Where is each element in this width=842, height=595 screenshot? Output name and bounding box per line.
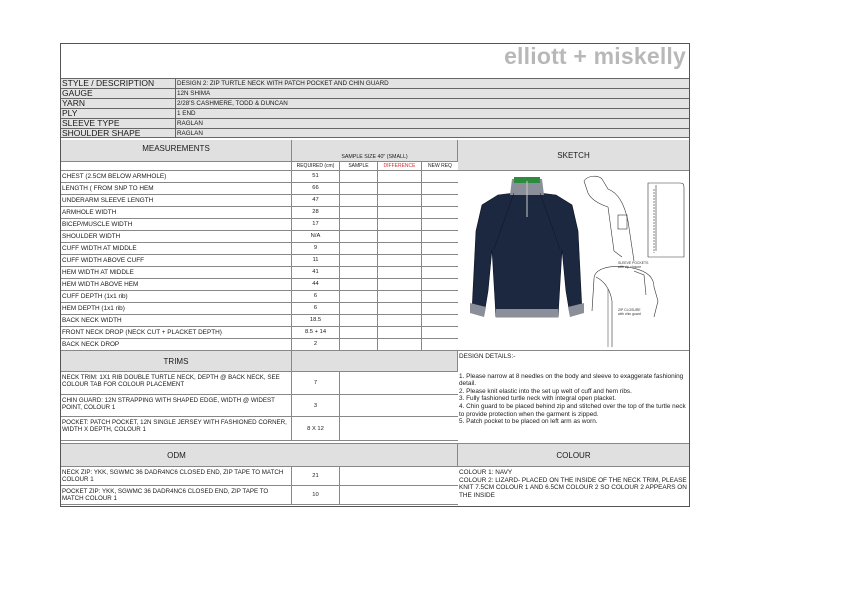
measurement-label: SHOULDER WIDTH	[61, 231, 292, 242]
spec-value: DESIGN 2: ZIP TURTLE NECK WITH PATCH POCKET AND CHIN GUARD	[177, 80, 389, 87]
zip-closure-detail-icon	[592, 267, 658, 348]
col-new-req: NEW REQ	[428, 163, 452, 169]
design-detail-item: 5. Patch pocket to be placed on left arm as worn.	[459, 418, 598, 426]
blank-header	[61, 162, 292, 170]
measurement-sample[interactable]	[340, 243, 378, 254]
measurement-row	[61, 339, 458, 351]
measurement-required: 17	[292, 219, 340, 230]
measurements-title: MEASUREMENTS	[142, 144, 210, 153]
measurement-label: HEM WIDTH AT MIDDLE	[61, 267, 292, 278]
spec-row	[61, 88, 689, 98]
colour-lines	[458, 467, 689, 501]
colour-title: COLOUR	[556, 451, 591, 460]
zip-caption: ZIP CLOSURE	[618, 308, 641, 312]
measurement-new-req[interactable]	[422, 231, 458, 242]
measurement-row	[61, 327, 458, 339]
odm-blank	[340, 486, 458, 504]
measurement-difference[interactable]	[378, 291, 422, 302]
measurement-required: N/A	[292, 231, 340, 242]
odm-label: POCKET ZIP: YKK, SGWMC 36 DADR4NC6 CLOSED END, ZIP TAPE TO MATCH COLOUR 1	[61, 486, 292, 504]
sample-size-header	[292, 140, 458, 162]
spec-label: STYLE / DESCRIPTION	[61, 79, 176, 88]
design-detail-item: 2. Please knit elastic into the set up welt of cuff and hem ribs.	[459, 387, 632, 395]
measurement-difference[interactable]	[378, 339, 422, 350]
measurement-difference[interactable]	[378, 207, 422, 218]
colour-header	[458, 443, 689, 467]
pocket-caption: SLEEVE POCKETS	[618, 261, 649, 265]
spec-table	[61, 78, 689, 138]
pocket-caption-2: with zip closure	[618, 265, 642, 269]
col-difference: DIFFERENCE	[378, 162, 422, 170]
measurement-sample[interactable]	[340, 255, 378, 266]
spec-label: SHOULDER SHAPE	[61, 129, 176, 137]
sleeve-pocket-detail-icon	[584, 176, 684, 261]
measurement-new-req[interactable]	[422, 195, 458, 206]
measurement-required: 41	[292, 267, 340, 278]
measurement-label: HEM DEPTH (1x1 rib)	[61, 303, 292, 314]
measurement-label: CUFF DEPTH (1x1 rib)	[61, 291, 292, 302]
measurement-new-req[interactable]	[422, 219, 458, 230]
odm-row	[61, 467, 458, 486]
measurement-difference[interactable]	[378, 255, 422, 266]
measurement-new-req[interactable]	[422, 279, 458, 290]
measurement-new-req[interactable]	[422, 339, 458, 350]
design-detail-item: 1. Please narrow at 8 needles on the body and sleeve to exaggerate fashioning detail.	[459, 372, 684, 388]
measure-column-headers	[61, 162, 458, 171]
spec-value: 1 END	[177, 110, 196, 117]
trims-header-blank	[292, 351, 458, 372]
trim-label: NECK TRIM: 1X1 RIB DOUBLE TURTLE NECK, DEPTH @ BACK NECK, SEE COLOUR TAB FOR COLOUR PLACEMENT	[61, 372, 292, 394]
measurement-required: 9	[292, 243, 340, 254]
measurement-required: 47	[292, 195, 340, 206]
trim-label: POCKET: PATCH POCKET, 12N SINGLE JERSEY WITH FASHIONED CORNER, WIDTH X DEPTH, COLOUR 1	[61, 417, 292, 440]
measurement-sample[interactable]	[340, 327, 378, 338]
measurement-label: BACK NECK DROP	[61, 339, 292, 350]
measurement-required: 51	[292, 171, 340, 182]
trim-required: 8 X 12	[292, 417, 340, 440]
trim-row	[61, 417, 458, 441]
measurement-row	[61, 255, 458, 267]
spec-label: PLY	[61, 109, 176, 118]
measurement-sample[interactable]	[340, 171, 378, 182]
odm-rows	[61, 467, 458, 505]
colour-notes	[458, 467, 689, 506]
measurement-label: CUFF WIDTH AT MIDDLE	[61, 243, 292, 254]
measurement-difference[interactable]	[378, 315, 422, 326]
design-detail-item: 4. Chin guard to be placed behind zip and stitched over the top of the turtle neck to provide protection when the garment is zipped.	[459, 402, 686, 418]
spec-label: SLEEVE TYPE	[61, 119, 176, 128]
measurement-label: CHEST (2.5CM BELOW ARMHOLE)	[61, 171, 292, 182]
design-details	[458, 351, 689, 443]
trim-blank	[340, 395, 458, 416]
measurement-row	[61, 219, 458, 231]
measurement-required: 6	[292, 291, 340, 302]
measurement-required: 28	[292, 207, 340, 218]
trim-required: 7	[292, 372, 340, 394]
measurement-sample[interactable]	[340, 219, 378, 230]
brand-logo: elliott + miskelly	[504, 43, 686, 69]
colour-line: COLOUR 1: NAVY	[459, 469, 513, 476]
measurement-rows	[61, 171, 458, 351]
measurement-row	[61, 291, 458, 303]
measurement-difference[interactable]	[378, 231, 422, 242]
odm-required: 21	[292, 467, 340, 485]
measurement-row	[61, 195, 458, 207]
measurement-required: 18.5	[292, 315, 340, 326]
measurement-row	[61, 243, 458, 255]
measurement-row	[61, 231, 458, 243]
trims-title: TRIMS	[163, 357, 189, 366]
design-detail-item: 3. Fully fashioned turtle neck with integral open placket.	[459, 395, 617, 403]
measurement-required: 8.5 + 14	[292, 327, 340, 338]
measurement-new-req[interactable]	[422, 303, 458, 314]
trim-row	[61, 372, 458, 395]
measurement-row	[61, 207, 458, 219]
trim-blank	[340, 372, 458, 394]
odm-row	[61, 486, 458, 505]
measurement-label: HEM WIDTH ABOVE HEM	[61, 279, 292, 290]
measurement-difference[interactable]	[378, 171, 422, 182]
measurement-sample[interactable]	[340, 267, 378, 278]
measurement-label: UNDERARM SLEEVE LENGTH	[61, 195, 292, 206]
measurement-difference[interactable]	[378, 327, 422, 338]
measurement-new-req[interactable]	[422, 183, 458, 194]
measurement-required: 11	[292, 255, 340, 266]
measurement-label: BACK NECK WIDTH	[61, 315, 292, 326]
measurement-label: CUFF WIDTH ABOVE CUFF	[61, 255, 292, 266]
sample-size-label: SAMPLE SIZE 40" (SMALL)	[341, 154, 408, 160]
spec-value: 2/28'S CASHMERE, TODD & DUNCAN	[177, 100, 288, 107]
measurement-sample[interactable]	[340, 303, 378, 314]
measurement-sample[interactable]	[340, 339, 378, 350]
spec-row	[61, 108, 689, 118]
measurement-row	[61, 171, 458, 183]
sketch-title: SKETCH	[557, 151, 590, 160]
col-required: REQUIRED (cm)	[292, 162, 340, 170]
spec-label: GAUGE	[61, 89, 176, 98]
measurement-row	[61, 279, 458, 291]
colour-line: COLOUR 2: LIZARD- PLACED ON THE INSIDE OF THE NECK TRIM, PLEASE KNIT 7.5CM COLOUR 1 AND 6.5CM COLOUR 2 SO COLOUR 2 APPEARS ON THE INSIDE	[459, 476, 687, 499]
odm-title: ODM	[167, 451, 186, 460]
measurement-sample[interactable]	[340, 195, 378, 206]
measurement-difference[interactable]	[378, 267, 422, 278]
measurement-new-req[interactable]	[422, 243, 458, 254]
design-details-title: DESIGN DETAILS:-	[459, 353, 516, 360]
measurement-difference[interactable]	[378, 243, 422, 254]
design-details-list	[458, 373, 689, 426]
spec-value: RAGLAN	[177, 120, 203, 127]
garment-sketch	[458, 171, 689, 351]
measurement-sample[interactable]	[340, 231, 378, 242]
odm-blank	[340, 467, 458, 485]
measurement-sample[interactable]	[340, 291, 378, 302]
measurement-required: 2	[292, 339, 340, 350]
trims-rows	[61, 372, 458, 441]
measurement-new-req[interactable]	[422, 327, 458, 338]
sketch-header	[458, 140, 689, 171]
trim-blank	[340, 417, 458, 440]
sweater-front-icon	[470, 177, 584, 317]
trim-required: 3	[292, 395, 340, 416]
measurement-new-req[interactable]	[422, 255, 458, 266]
col-sample: SAMPLE	[340, 162, 378, 170]
measurement-label: FRONT NECK DROP (NECK CUT + PLACKET DEPTH)	[61, 327, 292, 338]
measurement-difference[interactable]	[378, 279, 422, 290]
odm-label: NECK ZIP: YKK, SGWMC 36 DADR4NC6 CLOSED END, ZIP TAPE TO MATCH COLOUR 1	[61, 467, 292, 485]
measurement-row	[61, 267, 458, 279]
measurement-difference[interactable]	[378, 303, 422, 314]
trim-label: CHIN GUARD: 12N STRAPPING WITH SHAPED EDGE, WIDTH @ WIDEST POINT, COLOUR 1	[61, 395, 292, 416]
measurement-required: 66	[292, 183, 340, 194]
measurement-difference[interactable]	[378, 183, 422, 194]
measurement-label: ARMHOLE WIDTH	[61, 207, 292, 218]
measurement-sample[interactable]	[340, 279, 378, 290]
measurement-sample[interactable]	[340, 183, 378, 194]
zip-caption-2: with chin guard	[618, 312, 641, 316]
measurement-new-req[interactable]	[422, 267, 458, 278]
measurement-required: 6	[292, 303, 340, 314]
measurement-required: 44	[292, 279, 340, 290]
measurement-label: BICEP/MUSCLE WIDTH	[61, 219, 292, 230]
spec-row	[61, 128, 689, 138]
measurement-difference[interactable]	[378, 219, 422, 230]
measurements-header	[61, 140, 292, 162]
measurement-new-req[interactable]	[422, 315, 458, 326]
measurement-difference[interactable]	[378, 195, 422, 206]
spec-row	[61, 78, 689, 88]
measurement-new-req[interactable]	[422, 171, 458, 182]
spec-value: 12N SHIMA	[177, 90, 211, 97]
measurement-new-req[interactable]	[422, 291, 458, 302]
measurement-row	[61, 183, 458, 195]
measurement-label: LENGTH ( FROM SNP TO HEM	[61, 183, 292, 194]
spec-value: RAGLAN	[177, 130, 203, 137]
spec-label: YARN	[61, 99, 176, 108]
spec-row	[61, 98, 689, 108]
measurement-sample[interactable]	[340, 315, 378, 326]
tech-pack-sheet	[60, 43, 690, 507]
measurement-row	[61, 303, 458, 315]
trims-header	[61, 351, 292, 372]
sketch-area	[458, 171, 689, 351]
measurement-sample[interactable]	[340, 207, 378, 218]
trim-row	[61, 395, 458, 417]
measurement-row	[61, 315, 458, 327]
spec-row	[61, 118, 689, 128]
odm-required: 10	[292, 486, 340, 504]
measurement-new-req[interactable]	[422, 207, 458, 218]
odm-header	[61, 443, 458, 467]
